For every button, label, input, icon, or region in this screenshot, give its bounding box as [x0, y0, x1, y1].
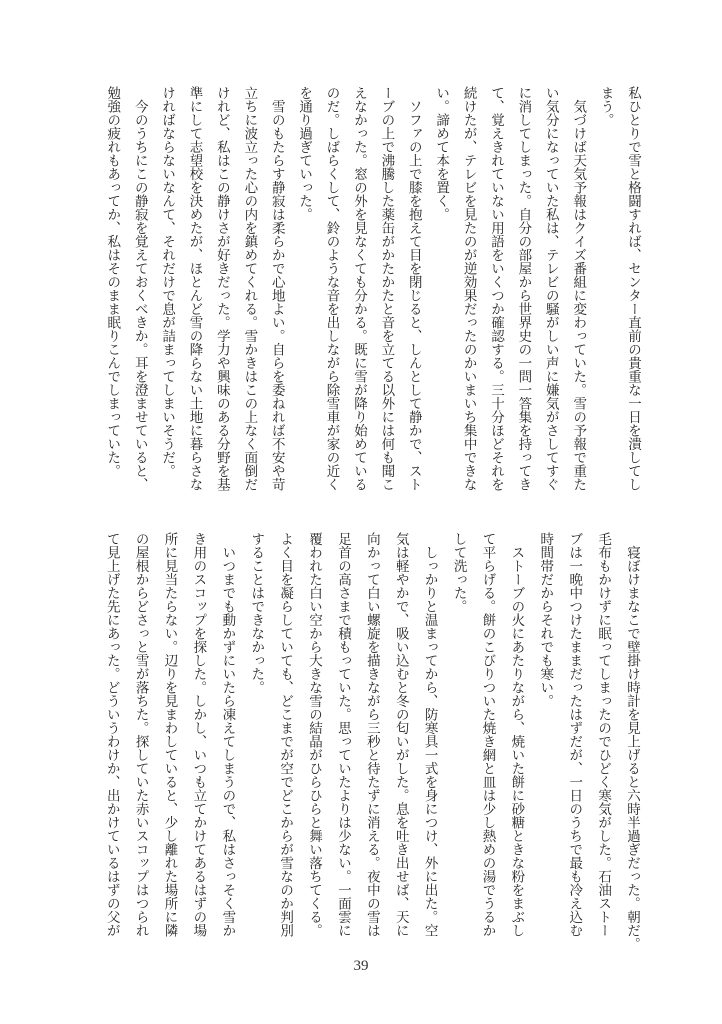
top-text-block — [98, 86, 646, 496]
text-line: 毛布もかけずに眠ってしまったのでひどく寒気がした。石油ストー — [595, 532, 612, 937]
text-line: まう。 — [597, 86, 614, 127]
text-line: を通り過ぎていった。 — [296, 86, 313, 221]
text-line: 覆われた白い空から大きな雪の結晶がひらひらと舞い落ちてくる。 — [306, 532, 323, 937]
bottom-text-block — [97, 532, 646, 951]
text-line: よく目を凝らしていても、どこまでが空でどこからが雪なのか判別 — [277, 532, 294, 937]
text-line: 寝ぼけまなこで壁掛け時計を見上げると六時半過ぎだった。朝だ。 — [624, 532, 640, 951]
text-line: い。諦めて本を置く。 — [433, 86, 450, 221]
text-line: の屋根からどさっと雪が落ちた。探していた赤いスコップはつられ — [132, 532, 149, 937]
text-line: ければならないなんて、それだけで息が詰まってしまいそうだ。 — [159, 86, 176, 478]
text-line: いつまでも動かずにいたら凍えてしまうので、私はさっそく雪か — [219, 532, 236, 937]
text-line: けれど、私はこの静けさが好きだった。学力や興味のある分野を基 — [213, 86, 230, 491]
text-line: 私ひとりで雪と格闘すれば、センター直前の貴重な一日を潰してし — [625, 86, 641, 491]
text-line: しっかりと温まってから、防寒具一式を身につけ、外に出た。空 — [421, 532, 438, 937]
text-line: き用のスコップを探した。しかし、いつも立てかけてあるはずの場 — [190, 532, 207, 937]
text-line: い気分になっていた私は、テレビの騒がしい声に嫌気がさしてすぐ — [542, 86, 559, 491]
text-line: ブは一晩中つけたままだったはずだが、一日のうちで最も冷え込む — [566, 532, 583, 937]
text-line: 勉強の疲れもあってか、私はそのまま眠りこんでしまっていた。 — [104, 86, 121, 478]
text-line: 立ちに波立った心の内を鎮めてくれる。雪かきはこの上なく面倒だ — [241, 86, 258, 491]
text-line: て平らげる。餅のこびりついた焼き網と皿は少し熱めの湯でうるか — [479, 532, 496, 937]
text-line: 時間帯だからそれでも寒い。 — [537, 532, 554, 708]
text-line: て、覚えきれていない用語をいくつか確認する。三十分ほどそれを — [487, 86, 504, 491]
text-line: 続けたが、テレビを見たのが逆効果だったのかいまいち集中できな — [460, 86, 477, 491]
text-line: 所に見当たらない。辺りを見まわしていると、少し離れた場所に隣 — [161, 532, 178, 937]
text-line: ーブの上で沸騰した薬缶がかたかたと音を立てる以外には何も聞こ — [378, 86, 395, 491]
text-line: ストーブの火にあたりながら、焼いた餅に砂糖ときな粉をまぶし — [508, 532, 525, 937]
text-line: に消してしまった。自分の部屋から世界史の一問一答集を持ってき — [515, 86, 532, 491]
text-line: 向かって白い螺旋を描きながら三秒と待たずに消える。夜中の雪は — [363, 532, 380, 937]
page-number: 39 — [353, 958, 369, 974]
text-line: 今のうちにこの静寂を覚えておくべきか。耳を澄ませていると、 — [131, 86, 148, 491]
text-line: えなかった。窓の外を見なくても分かる。既に雪が降り始めている — [350, 86, 367, 491]
text-line: 気づけば天気予報はクイズ番組に変わっていた。雪の予報で重た — [570, 86, 587, 491]
text-line: 足首の高さまで積もっていた。思っていたよりは少ない。一面雲に — [334, 532, 351, 937]
text-line: て見上げた先にあった。どういうわけか、出かけているはずの父が — [103, 532, 120, 937]
text-line: することはできなかった。 — [248, 532, 265, 694]
text-line: のだ。しばらくして、鈴のような音を出しながら除雪車が家の近く — [323, 86, 340, 491]
text-line: ソファの上で膝を抱えて目を閉じると、しんとして静かで、スト — [405, 86, 422, 491]
text-line: 気は軽やかで、吸い込むと冬の匂いがした。息を吐き出せば、天に — [392, 532, 409, 937]
text-line: して洗った。 — [450, 532, 467, 613]
text-line: 準にして志望校を決めたが、ほとんど雪の降らない土地に暮らさな — [186, 86, 203, 491]
text-line: 雪のもたらす静寂は柔らかで心地よい。自らを委ねれば不安や苛 — [268, 86, 285, 491]
